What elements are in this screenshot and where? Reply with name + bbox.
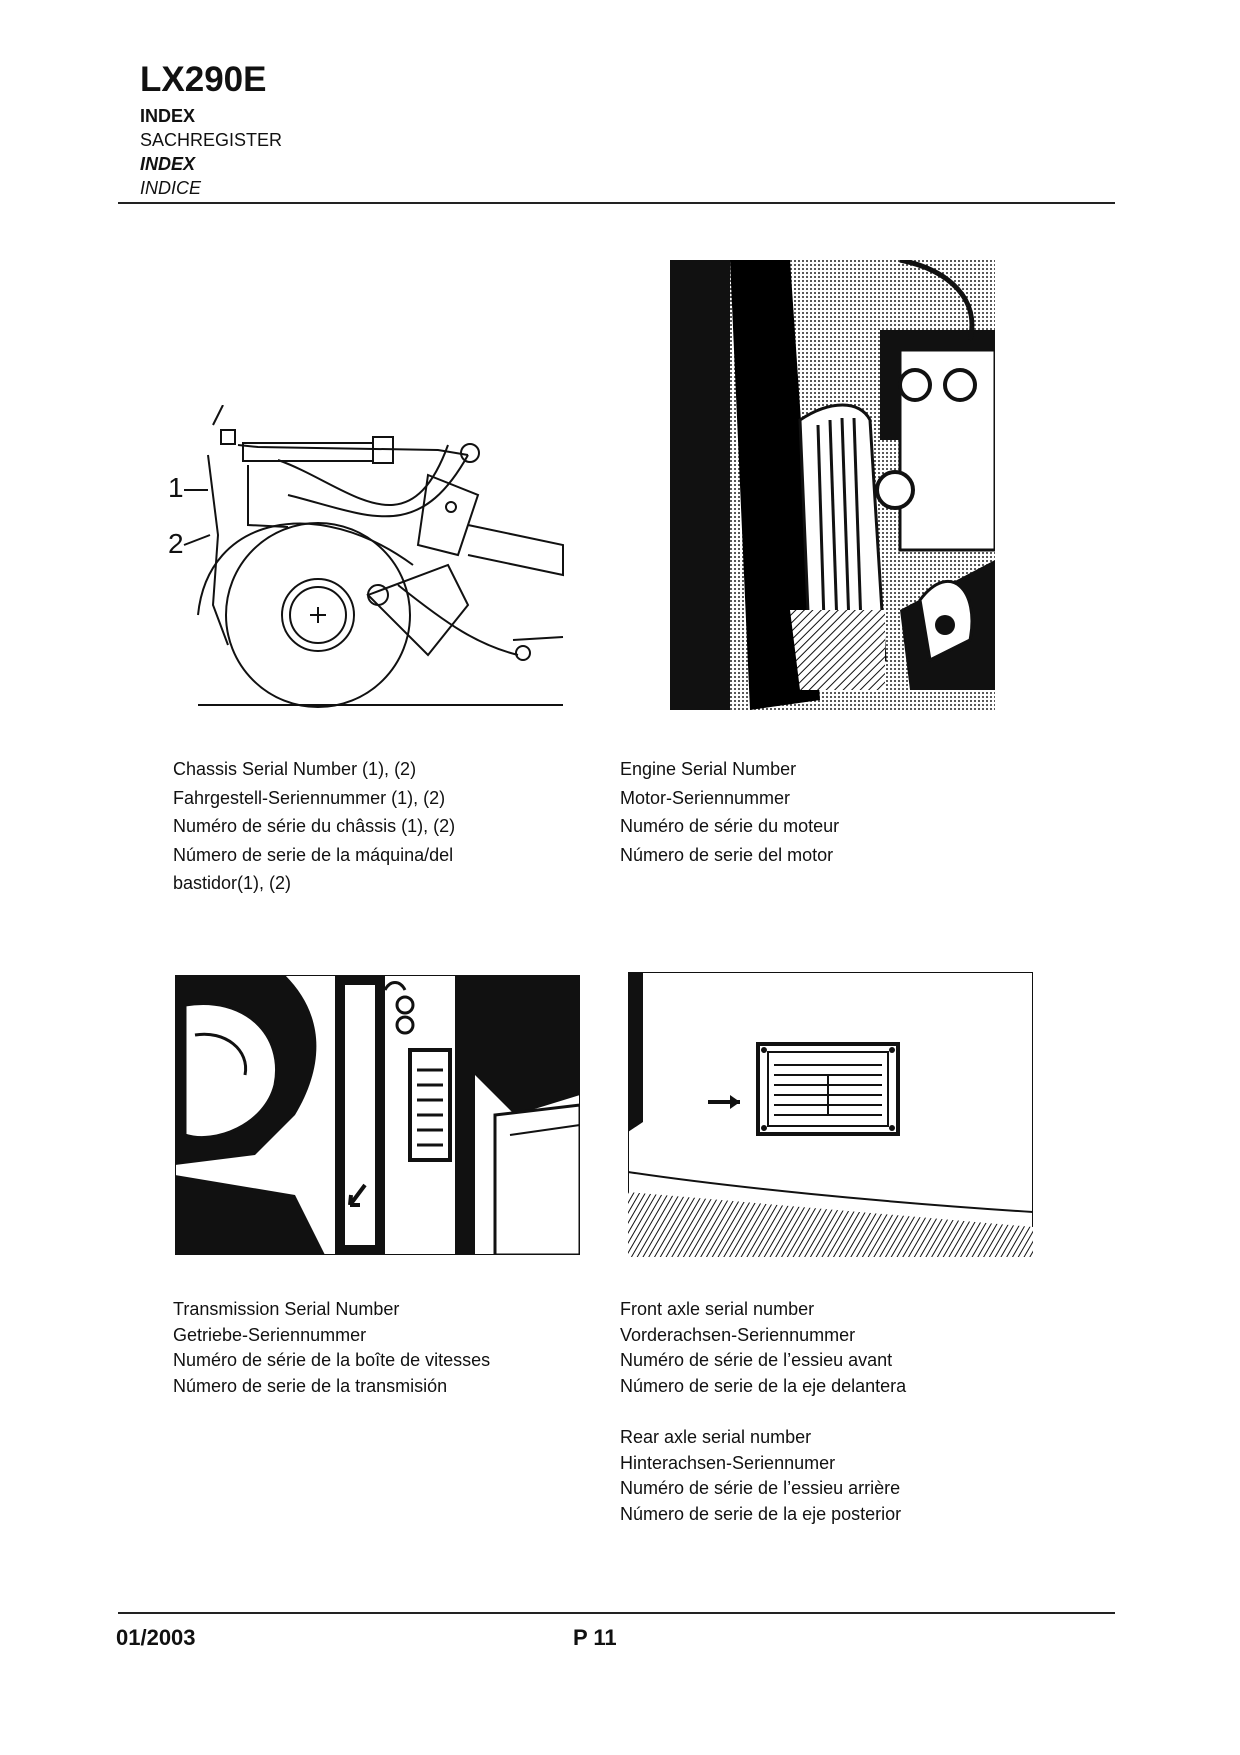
chassis-caption-de: Fahrgestell-Seriennummer (1), (2) bbox=[173, 787, 446, 808]
engine-caption-fr: Numéro de série du moteur bbox=[620, 816, 840, 836]
footer-date: 01/2003 bbox=[116, 1625, 196, 1650]
chassis-caption-fr: Numéro de série du châssis (1), (2) bbox=[173, 816, 456, 836]
transmission-caption-es: Número de serie de la transmisión bbox=[173, 1376, 448, 1397]
transmission-caption-de: Getriebe-Seriennummer bbox=[173, 1324, 367, 1345]
transmission-caption-en: Transmission Serial Number bbox=[173, 1299, 400, 1319]
header-index-en: INDEX bbox=[140, 106, 196, 126]
header-rule bbox=[118, 202, 1115, 204]
chassis-caption-en: Chassis Serial Number (1), (2) bbox=[173, 759, 417, 779]
engine-caption-de: Motor-Seriennummer bbox=[620, 787, 791, 808]
front-axle-caption-de: Vorderachsen-Seriennummer bbox=[620, 1324, 856, 1345]
page-number: P 11 bbox=[573, 1625, 617, 1650]
front-axle-caption-en: Front axle serial number bbox=[620, 1299, 815, 1319]
chassis-caption bbox=[173, 755, 455, 898]
header-index-fr: INDEX bbox=[140, 154, 196, 174]
header-index-de: SACHREGISTER bbox=[140, 130, 283, 150]
document-title: LX290E bbox=[140, 60, 267, 99]
rear-axle-caption bbox=[620, 1425, 901, 1528]
engine-caption-en: Engine Serial Number bbox=[620, 759, 797, 779]
rear-axle-caption-es: Número de serie de la eje posterior bbox=[620, 1504, 902, 1525]
chassis-label-2: 2 bbox=[168, 528, 184, 559]
rear-axle-caption-de: Hinterachsen-Seriennumer bbox=[620, 1452, 836, 1473]
axle-plate-figure bbox=[628, 972, 1033, 1257]
engine-figure bbox=[670, 260, 995, 710]
front-axle-caption bbox=[620, 1297, 906, 1400]
front-axle-caption-fr: Numéro de série de l’essieu avant bbox=[620, 1350, 893, 1371]
rear-axle-caption-en: Rear axle serial number bbox=[620, 1427, 812, 1447]
front-axle-caption-es: Número de serie de la eje delantera bbox=[620, 1376, 907, 1397]
engine-caption bbox=[620, 755, 839, 869]
chassis-figure bbox=[168, 405, 568, 710]
footer-rule bbox=[118, 1612, 1115, 1614]
chassis-caption-es-cont: bastidor(1), (2) bbox=[173, 873, 292, 893]
rear-axle-caption-fr: Numéro de série de l’essieu arrière bbox=[620, 1478, 901, 1499]
chassis-caption-es: Número de serie de la máquina/del bbox=[173, 844, 454, 865]
transmission-caption-fr: Numéro de série de la boîte de vitesses bbox=[173, 1350, 491, 1371]
chassis-label-1: 1 bbox=[168, 472, 184, 503]
header-index-es: INDICE bbox=[140, 178, 202, 198]
transmission-caption bbox=[173, 1297, 490, 1400]
transmission-figure bbox=[175, 975, 580, 1255]
engine-caption-es: Número de serie del motor bbox=[620, 844, 834, 865]
